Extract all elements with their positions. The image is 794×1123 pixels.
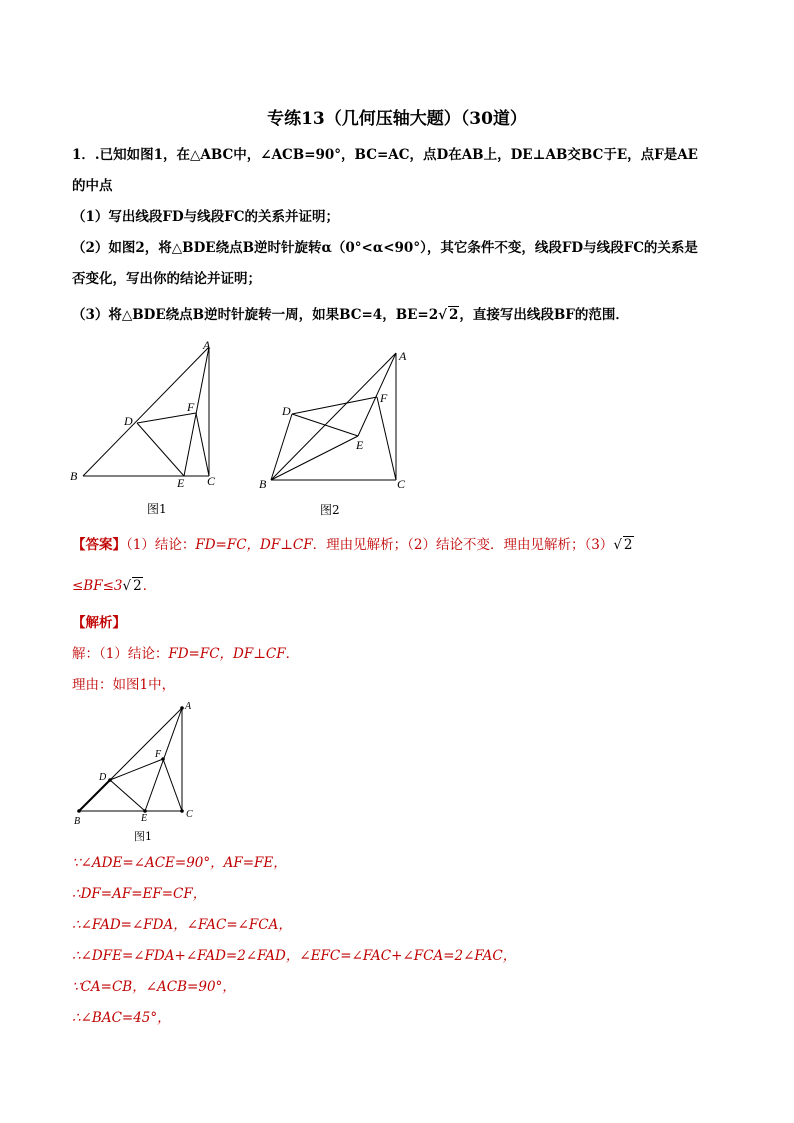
solution-text: 解：（1）结论： (72, 646, 169, 662)
solution-step: ∴∠BAC=45°， (72, 1010, 171, 1026)
problem-number: 1． (72, 147, 95, 163)
segment-FC (163, 759, 182, 811)
sqrt-radicand: 2 (623, 537, 633, 553)
solution-step: ∵CA=CB，∠ACB=90°， (72, 979, 236, 995)
solution-line-2: 理由：如图1中， (72, 677, 176, 693)
figure-1 (60, 335, 240, 495)
segment-FC (377, 397, 396, 480)
answer-line-1 (72, 533, 634, 553)
label-C: C (207, 474, 216, 488)
answer-formula: FD=FC，DF⊥CF (195, 537, 313, 553)
figure-2-caption: 图2 (320, 503, 340, 517)
problem-part-1: （1）写出线段FD与线段FC的关系并证明； (72, 209, 340, 225)
problem-stem: .已知如图1，在△ABC中，∠ACB=90°，BC=AC，点D在AB上，DE⊥AB交BC于E，点F是AE (94, 147, 698, 163)
problem-part-3 (72, 303, 629, 323)
solution-period: ． (285, 646, 300, 662)
label-C: C (186, 809, 193, 820)
solution-step: ∴∠DFE=∠FDA+∠FAD=2∠FAD，∠EFC=∠FAC+∠FCA=2∠FAC， (72, 948, 517, 964)
answer-range: ≤BF≤3 (72, 578, 123, 594)
page-title: 专练13（几何压轴大题）（30道） (267, 109, 527, 129)
label-F: F (155, 749, 162, 760)
solution-tag: 【解析】 (72, 615, 126, 631)
label-A: A (203, 338, 211, 352)
sqrt-radicand: 2 (448, 307, 459, 323)
solution-step: ∵∠ADE=∠ACE=90°，AF=FE， (72, 855, 287, 871)
answer-line-2 (72, 574, 156, 594)
segment-DF (137, 413, 196, 423)
label-D: D (282, 404, 291, 418)
label-F: F (187, 400, 195, 414)
figure-1-caption: 图1 (147, 502, 167, 516)
sqrt-expression: √ 2 (122, 578, 142, 594)
sqrt-expression: √ 2 (613, 537, 633, 553)
sqrt-radicand: 2 (133, 578, 142, 594)
label-D: D (124, 414, 133, 428)
segment-BE (271, 436, 358, 480)
segment-DE (137, 423, 184, 476)
label-E: E (356, 438, 364, 452)
segment-EA (358, 353, 396, 436)
segment-BD (271, 414, 292, 480)
label-A: A (185, 701, 192, 712)
answer-text-2: ．理由见解析；（2）结论不变．理由见解析；（3） (312, 537, 614, 553)
problem-part-2-cont: 否变化，写出你的结论并证明； (72, 271, 261, 287)
solution-formula: FD=FC，DF⊥CF (168, 646, 286, 662)
problem-stem-cont: 的中点 (72, 178, 113, 194)
label-B: B (74, 816, 81, 827)
segment-DE (110, 780, 145, 811)
problem-part-2: （2）如图2，将△BDE绕点B逆时针旋转α（0°<α<90°），其它条件不变，线段FD与线段FC的关系是 (72, 240, 698, 256)
sqrt-expression: √ 2 (438, 307, 459, 323)
solution-step: ∴DF=AF=EF=CF， (72, 886, 207, 902)
segment-DE (292, 414, 358, 436)
label-C: C (397, 477, 406, 491)
segment-FC (196, 413, 209, 476)
segment-DF (110, 759, 163, 780)
problem-line-1 (72, 143, 698, 163)
label-D: D (99, 772, 107, 783)
label-E: E (177, 476, 185, 490)
solution-line-1 (72, 642, 299, 662)
label-F: F (380, 391, 388, 405)
solution-figure-1 (65, 697, 205, 832)
answer-period: ． (142, 578, 157, 594)
answer-text: （1）结论： (126, 537, 196, 553)
label-B: B (70, 469, 78, 483)
segment-DF (292, 397, 377, 414)
segment-BD-bold (79, 780, 110, 811)
label-A: A (399, 349, 407, 363)
solution-step: ∴∠FAD=∠FDA，∠FAC=∠FCA， (72, 917, 292, 933)
answer-tag: 【答案】 (72, 537, 126, 553)
label-E: E (141, 813, 148, 824)
part3-text: （3）将△BDE绕点B逆时针旋转一周，如果BC=4，BE=2 (72, 307, 439, 323)
part3-text-end: ，直接写出线段BF的范围． (459, 307, 629, 323)
figure-2 (255, 345, 425, 495)
solution-figure-caption: 图1 (134, 830, 152, 843)
label-B: B (259, 477, 267, 491)
